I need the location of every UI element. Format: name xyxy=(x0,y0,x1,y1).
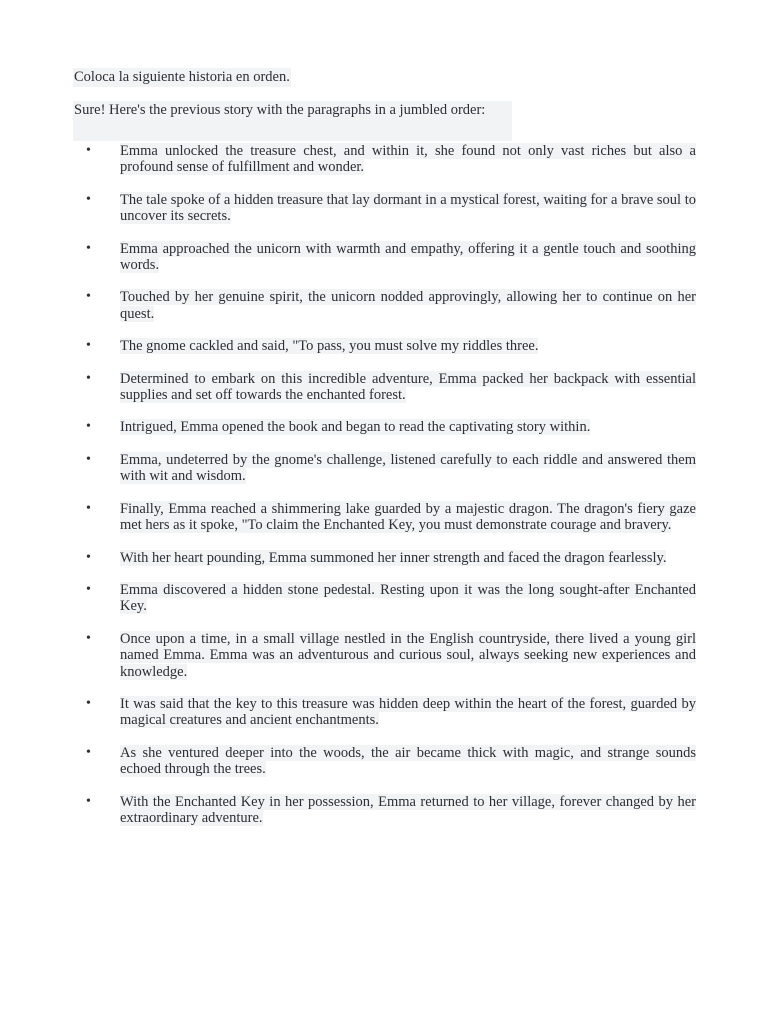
bullet-icon: • xyxy=(86,695,91,711)
bullet-icon: • xyxy=(86,549,91,565)
bullet-icon: • xyxy=(86,630,91,646)
list-item xyxy=(80,582,696,615)
list-item-text xyxy=(120,582,696,615)
bullet-icon: • xyxy=(86,581,91,597)
list-item-text xyxy=(120,794,696,827)
list-item xyxy=(80,143,696,176)
bullet-icon: • xyxy=(86,370,91,386)
list-item-text xyxy=(120,550,696,566)
list-item xyxy=(80,501,696,534)
list-item-text-content: With her heart pounding, Emma summoned her inner strength and faced the dragon fearlessly. xyxy=(120,549,667,566)
list-item xyxy=(80,696,696,729)
list-item-text-content: Emma discovered a hidden stone pedestal. Resting upon it was the long sought-after Enchanted Key. xyxy=(120,581,696,615)
list-item-text-content: Emma unlocked the treasure chest, and within it, she found not only vast riches but also a profound sense of fulfillment and wonder. xyxy=(120,143,696,176)
list-item xyxy=(80,550,696,566)
list-item xyxy=(80,241,696,274)
list-item-text xyxy=(120,419,696,435)
list-item xyxy=(80,452,696,485)
list-item-text-content: Intrigued, Emma opened the book and began to read the captivating story within. xyxy=(120,419,591,436)
story-list xyxy=(80,143,696,842)
list-item-text-content: Finally, Emma reached a shimmering lake guarded by a majestic dragon. The dragon's fiery gaze met hers as it spoke, "To claim the Enchanted Key, you must demonstrate courage and bravery. xyxy=(120,500,696,534)
list-item-text-content: With the Enchanted Key in her possession, Emma returned to her village, forever changed by her extraordinary adventure. xyxy=(120,793,696,826)
list-item-text-content: Once upon a time, in a small village nestled in the English countryside, there lived a young girl named Emma. Emma was an adventurous and curious soul, always seeking new experiences and knowledge. xyxy=(120,630,696,680)
intro-text: Sure! Here's the previous story with the paragraphs in a jumbled order: xyxy=(74,102,486,118)
list-item-text-content: As she ventured deeper into the woods, the air became thick with magic, and strange sounds echoed through the trees. xyxy=(120,744,696,778)
list-item xyxy=(80,631,696,680)
list-item-text xyxy=(120,696,696,729)
bullet-icon: • xyxy=(86,744,91,760)
list-item-text-content: Touched by her genuine spirit, the unicorn nodded approvingly, allowing her to continue on her quest. xyxy=(120,289,696,322)
bullet-icon: • xyxy=(86,143,91,158)
list-item-text xyxy=(120,241,696,274)
list-item-text xyxy=(120,143,696,176)
bullet-icon: • xyxy=(86,500,91,516)
list-item-text xyxy=(120,289,696,322)
list-item-text xyxy=(120,192,696,225)
list-item-text xyxy=(120,452,696,485)
list-item-text xyxy=(120,371,696,404)
list-item-text-content: It was said that the key to this treasure was hidden deep within the heart of the forest, guarded by magical creatures and ancient enchantments. xyxy=(120,695,696,729)
list-item xyxy=(80,192,696,225)
list-item xyxy=(80,745,696,778)
list-item xyxy=(80,338,696,354)
list-item-text xyxy=(120,501,696,534)
instruction-text: Coloca la siguiente historia en orden. xyxy=(74,69,290,85)
bullet-icon: • xyxy=(86,289,91,305)
list-item-text-content: The gnome cackled and said, "To pass, you must solve my riddles three. xyxy=(120,338,539,355)
list-item-text-content: Determined to embark on this incredible adventure, Emma packed her backpack with essential supplies and set off towards the enchanted forest. xyxy=(120,370,696,404)
list-item-text-content: Emma approached the unicorn with warmth and empathy, offering it a gentle touch and soothing words. xyxy=(120,240,696,274)
bullet-icon: • xyxy=(86,451,91,467)
list-item-text xyxy=(120,745,696,778)
list-item-text-content: Emma, undeterred by the gnome's challenge, listened carefully to each riddle and answered them with wit and wisdom. xyxy=(120,451,696,485)
bullet-icon: • xyxy=(86,240,91,256)
list-item xyxy=(80,289,696,322)
bullet-icon: • xyxy=(86,793,91,809)
list-item-text xyxy=(120,338,696,354)
bullet-icon: • xyxy=(86,338,91,354)
list-item-text xyxy=(120,631,696,680)
list-item xyxy=(80,794,696,827)
bullet-icon: • xyxy=(86,191,91,207)
list-item-text-content: The tale spoke of a hidden treasure that lay dormant in a mystical forest, waiting for a brave soul to uncover its secrets. xyxy=(120,191,696,225)
list-item xyxy=(80,419,696,435)
bullet-icon: • xyxy=(86,419,91,435)
list-item xyxy=(80,371,696,404)
